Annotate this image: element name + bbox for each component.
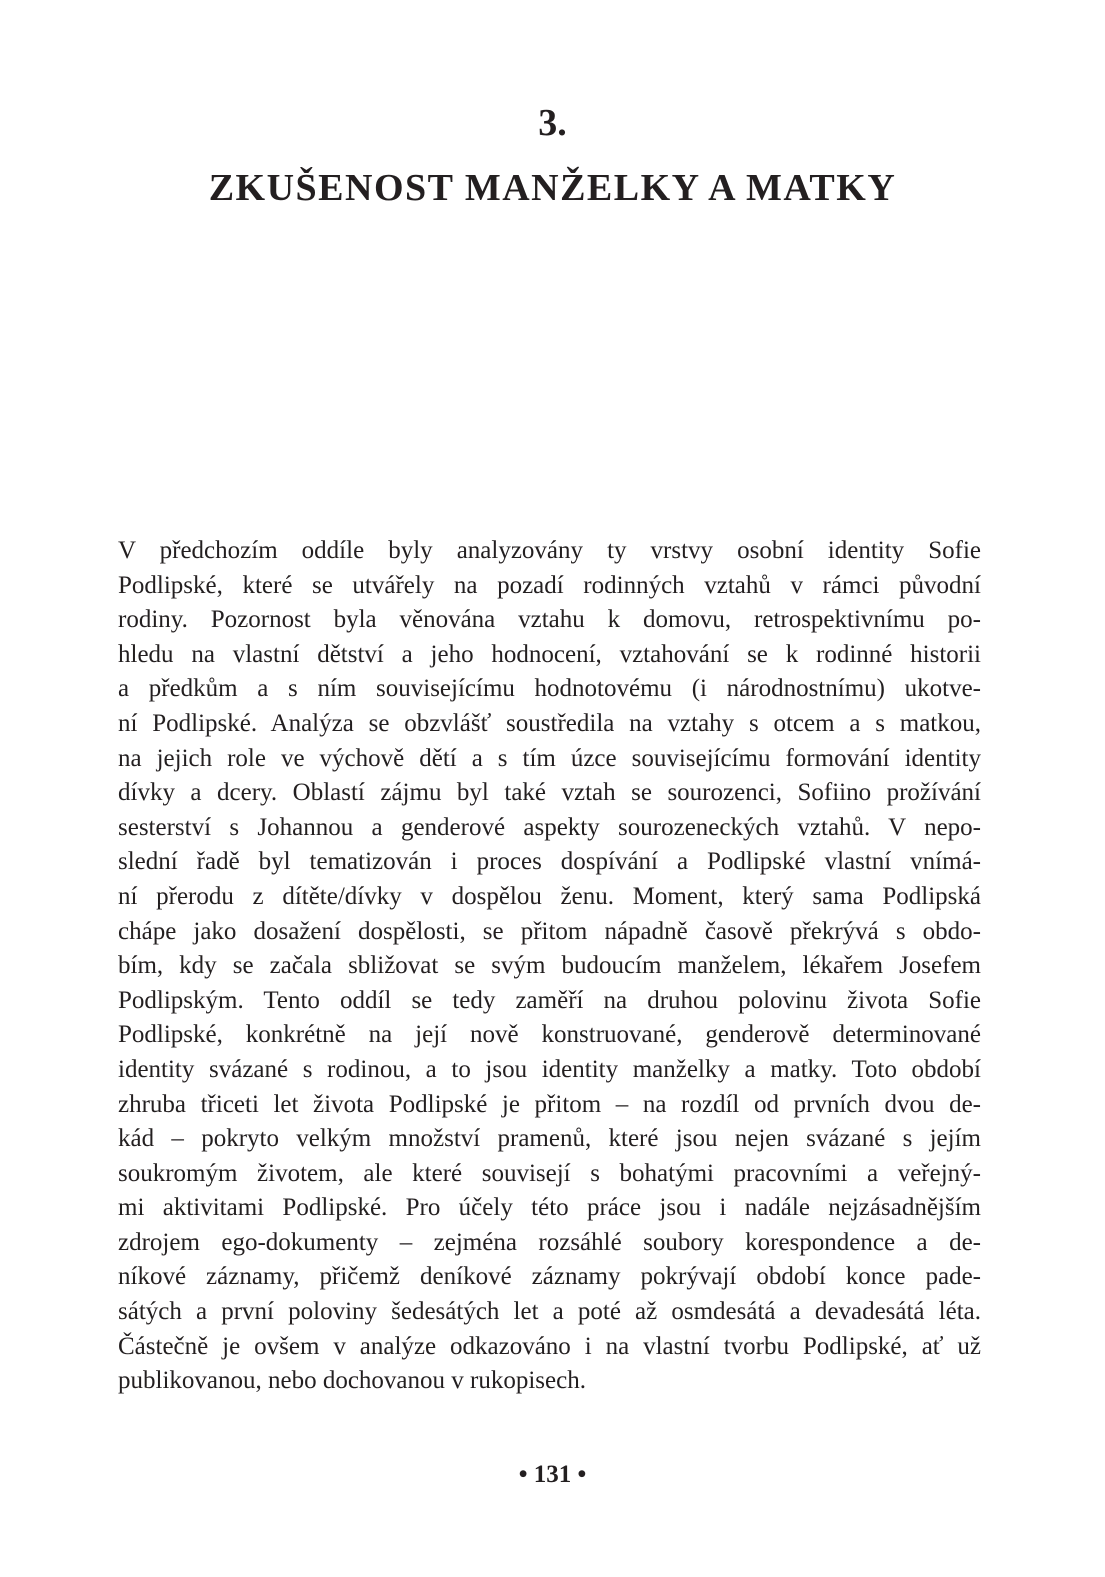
text-line: ní Podlipské. Analýza se obzvlášť soustředila na vztahy s otcem a s matkou,: [118, 709, 981, 737]
text-line: zhruba třiceti let života Podlipské je přitom – na rozdíl od prvních dvou de-: [118, 1090, 981, 1118]
text-line: dívky a dcery. Oblastí zájmu byl také vztah se sourozenci, Sofiino prožívání: [118, 779, 981, 807]
text-line: rodiny. Pozornost byla věnována vztahu k domovu, retrospektivnímu po-: [118, 606, 981, 634]
text-line: publikovanou, nebo dochovanou v rukopisech.: [118, 1367, 586, 1395]
text-line: identity svázané s rodinou, a to jsou identity manželky a matky. Toto období: [118, 1055, 981, 1083]
text-line: chápe jako dosažení dospělosti, se přitom nápadně časově překrývá s obdo-: [118, 917, 981, 945]
text-line: Podlipským. Tento oddíl se tedy zaměří na druhou polovinu života Sofie: [118, 986, 981, 1014]
text-line: V předchozím oddíle byly analyzovány ty vrstvy osobní identity Sofie: [118, 537, 981, 564]
text-line: Podlipské, které se utvářely na pozadí rodinných vztahů v rámci původní: [118, 571, 981, 599]
text-line: na jejich role ve výchově dětí a s tím úzce souvisejícímu formování identity: [118, 744, 981, 772]
text-line: a předkům a s ním souvisejícímu hodnotovému (i národnostnímu) ukotve-: [118, 675, 981, 703]
text-line: mi aktivitami Podlipské. Pro účely této práce jsou i nadále nejzásadnějším: [118, 1194, 981, 1222]
page-number: • 131 •: [518, 1461, 587, 1488]
text-line: soukromým životem, ale které souvisejí s bohatými pracovními a veřejný-: [118, 1159, 981, 1187]
text-line: slední řadě byl tematizován i proces dospívání a Podlipské vlastní vnímá-: [118, 848, 981, 876]
text-line: kád – pokryto velkým množství pramenů, které jsou nejen svázané s jejím: [118, 1125, 981, 1153]
chapter-number: 3.: [538, 102, 567, 144]
text-line: Podlipské, konkrétně na její nově konstruované, genderově determinované: [118, 1021, 981, 1049]
chapter-title: ZKUŠENOST MANŽELKY A MATKY: [208, 167, 897, 209]
text-line: bím, kdy se začala sbližovat se svým budoucím manželem, lékařem Josefem: [118, 952, 981, 980]
text-line: Částečně je ovšem v analýze odkazováno i na vlastní tvorbu Podlipské, ať už: [118, 1332, 981, 1360]
text-line: zdrojem ego-dokumenty – zejména rozsáhlé soubory korespondence a de-: [118, 1228, 981, 1256]
text-line: sátých a první poloviny šedesátých let a poté až osmdesátá a devadesátá léta.: [118, 1298, 981, 1326]
text-line: níkové záznamy, přičemž deníkové záznamy pokrývají období konce pade-: [118, 1263, 981, 1291]
text-line: hledu na vlastní dětství a jeho hodnocení, vztahování se k rodinné historii: [118, 640, 981, 668]
text-line: sesterství s Johannou a genderové aspekty sourozeneckých vztahů. V nepo-: [118, 813, 981, 841]
body-paragraph: [118, 534, 981, 1399]
text-line: ní přerodu z dítěte/dívky v dospělou ženu. Moment, který sama Podlipská: [118, 882, 981, 910]
